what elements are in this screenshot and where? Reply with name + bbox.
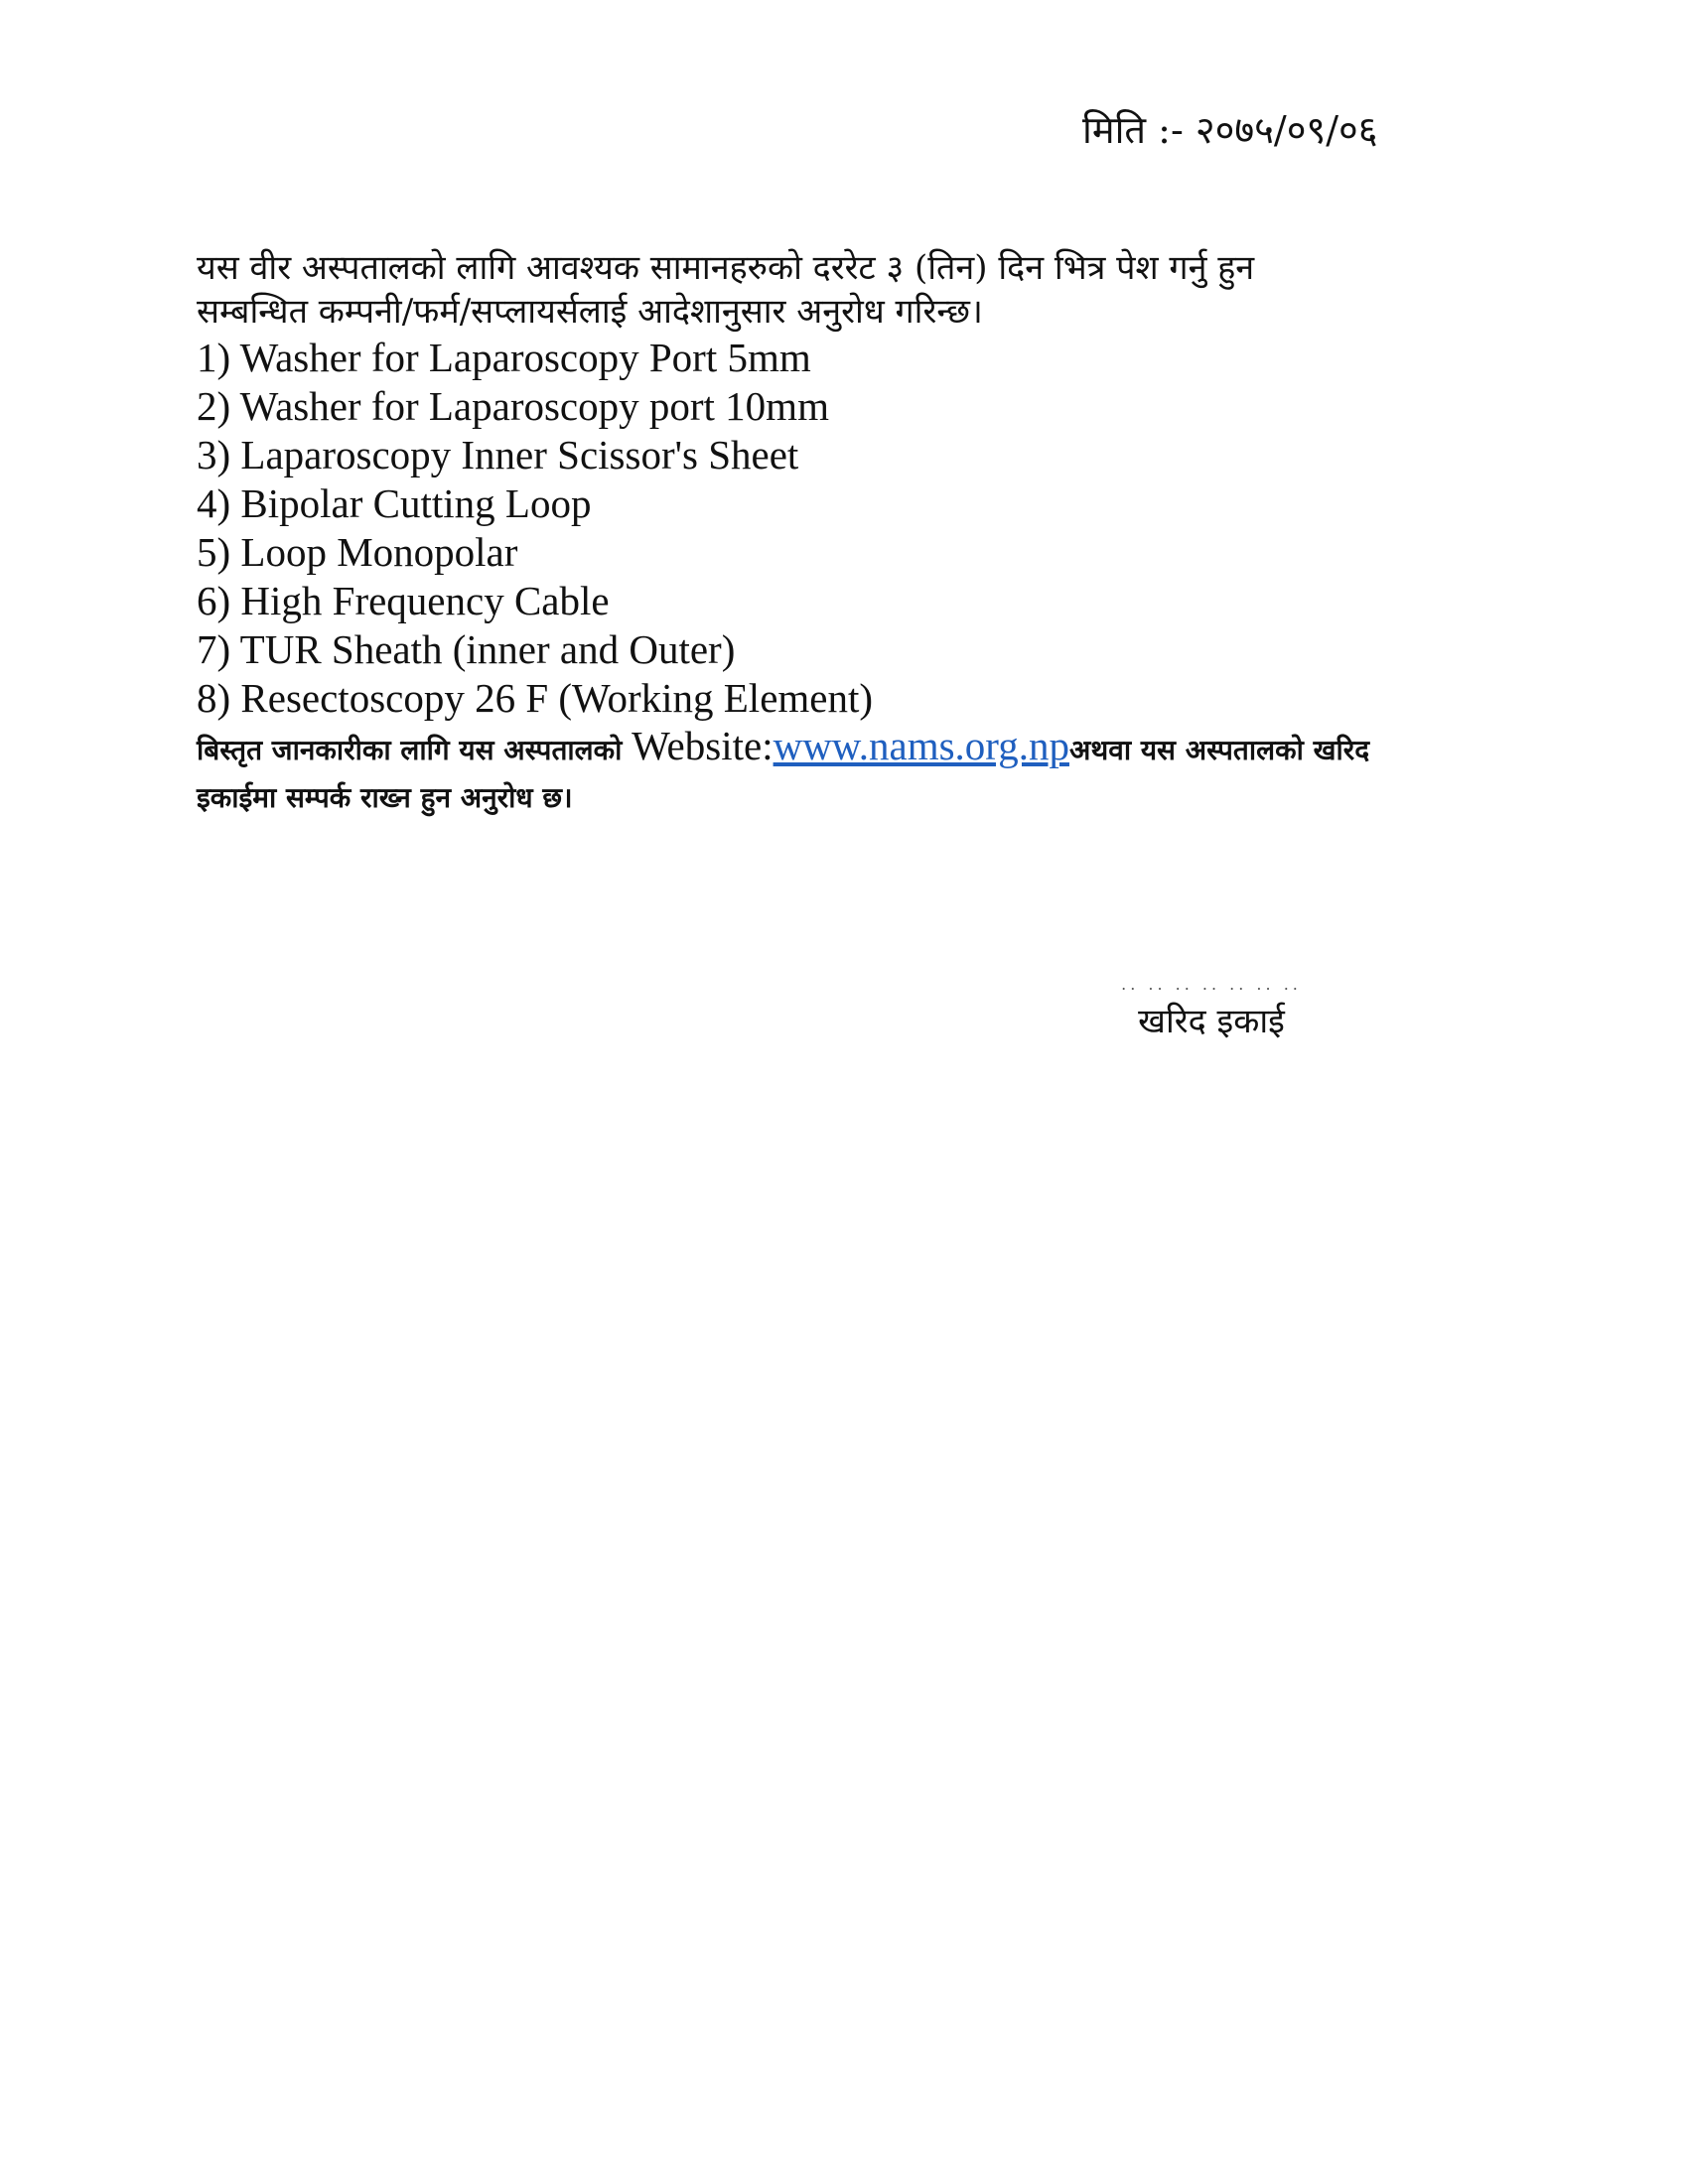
intro-paragraph bbox=[197, 246, 1517, 334]
list-item: 4) Bipolar Cutting Loop bbox=[197, 480, 592, 526]
purchase-unit-label: खरिद इकाई bbox=[1138, 1002, 1285, 1041]
list-item: 2) Washer for Laparoscopy port 10mm bbox=[197, 383, 829, 429]
item-list bbox=[197, 334, 1388, 723]
intro-line-2: सम्बन्धित कम्पनी/फर्म/सप्लायर्सलाई आदेशानुसार अनुरोध गरिन्छ। bbox=[197, 292, 983, 332]
info-line-1 bbox=[197, 722, 1597, 774]
list-item: 6) High Frequency Cable bbox=[197, 578, 610, 623]
website-label: Website: bbox=[632, 723, 774, 768]
list-item: 5) Loop Monopolar bbox=[197, 529, 518, 575]
info-prefix: बिस्तृत जानकारीका लागि यस अस्पतालको bbox=[197, 734, 633, 766]
info-suffix: अथवा यस अस्पतालको खरिद bbox=[1068, 734, 1370, 766]
date-line: मिति :- २०७५/०९/०६ bbox=[1082, 108, 1378, 152]
list-item: 3) Laparoscopy Inner Scissor's Sheet bbox=[197, 432, 799, 478]
signature-dots: .. .. .. .. .. .. .. bbox=[1121, 975, 1302, 994]
list-item: 8) Resectoscopy 26 F (Working Element) bbox=[197, 675, 874, 721]
info-line-2: इकाईमा सम्पर्क राख्न हुन अनुरोध छ। bbox=[197, 781, 573, 814]
list-item: 7) TUR Sheath (inner and Outer) bbox=[197, 626, 736, 672]
information-note bbox=[197, 722, 1597, 822]
intro-line-1: यस वीर अस्पतालको लागि आवश्यक सामानहरुको दररेट ३ (तिन) दिन भित्र पेश गर्नु हुन bbox=[197, 248, 1255, 288]
signature-block bbox=[1082, 975, 1340, 1042]
website-link[interactable]: www.nams.org.np bbox=[773, 723, 1069, 768]
list-item: 1) Washer for Laparoscopy Port 5mm bbox=[197, 335, 811, 380]
